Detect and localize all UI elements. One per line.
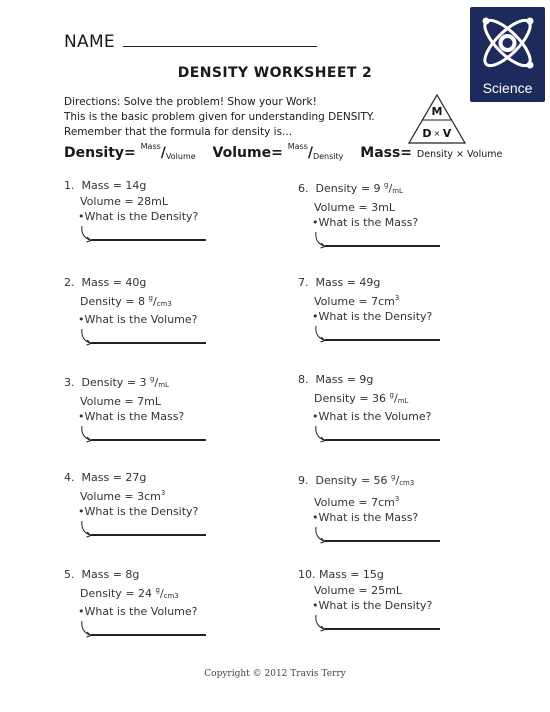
problem-value: Mass = 9g: [315, 373, 374, 386]
bullet: •: [78, 505, 85, 518]
problem-value: Mass = 14g: [81, 179, 147, 192]
volume-formula-label: Volume=: [212, 145, 283, 161]
density-formula-denominator: Volume: [165, 152, 196, 161]
problem-7: [298, 275, 508, 341]
unit-superscript: 3: [394, 494, 400, 503]
bullet: •: [312, 410, 319, 423]
problem-line2: [298, 200, 508, 216]
problem-4: [64, 470, 274, 536]
problem-question: [298, 215, 508, 231]
problem-line2: [64, 394, 274, 410]
problem-number: 1.: [64, 179, 75, 192]
problem-question: [64, 409, 274, 425]
unit-slash: /: [159, 586, 164, 600]
problem-value: Volume = 7cm: [314, 495, 395, 509]
problem-value: Density = 24: [80, 586, 156, 600]
problem-value: Volume = 25mL: [314, 583, 402, 597]
problem-value: Mass = 40g: [81, 276, 147, 289]
problem-line2: [298, 492, 508, 511]
problem-number: 2.: [64, 276, 75, 289]
problem-value: Density = 8: [80, 294, 149, 308]
triangle-volume: V: [442, 127, 452, 140]
problem-question: [298, 510, 508, 526]
unit-superscript: g: [391, 473, 396, 481]
problem-question: [64, 209, 274, 225]
problem-value: Density = 9: [315, 182, 385, 195]
problem-number: 8.: [298, 373, 309, 386]
unit-subscript: cm3: [399, 479, 415, 487]
name-row: [64, 32, 317, 52]
problem-line2: [298, 583, 508, 599]
bullet: •: [312, 511, 319, 524]
unit-slash: /: [152, 294, 157, 308]
problem-1: [64, 178, 274, 241]
answer-line[interactable]: [325, 339, 440, 341]
problem-5: [64, 567, 274, 636]
problem-question: [64, 504, 274, 520]
answer-line[interactable]: [325, 439, 440, 441]
unit-slash: /: [395, 474, 400, 487]
unit-superscript: g: [389, 390, 394, 399]
problem-number: 10.: [298, 568, 316, 581]
problem-number: 9.: [298, 474, 309, 487]
unit-superscript: 3: [394, 293, 400, 302]
problem-value: Mass = 27g: [81, 471, 147, 484]
bullet: •: [312, 216, 319, 229]
problem-8: [298, 372, 508, 441]
problem-question: [298, 409, 508, 425]
answer-line[interactable]: [91, 439, 206, 441]
unit-superscript: g: [150, 375, 155, 383]
problem-question: [64, 604, 274, 620]
problem-question: [64, 312, 274, 328]
problem-value: Density = 3: [81, 376, 151, 389]
problem-line1: [298, 178, 508, 200]
problem-value: Density = 56: [315, 474, 392, 487]
density-formula-slash: /: [160, 145, 166, 161]
problem-number: 5.: [64, 568, 75, 581]
triangle-times: ×: [433, 129, 441, 138]
problem-line2: [64, 291, 274, 313]
problem-value: Volume = 28mL: [80, 194, 168, 208]
unit-superscript: 3: [160, 488, 166, 497]
problem-question: [298, 309, 508, 325]
problem-line1: [298, 567, 508, 583]
mass-formula-label: Mass=: [360, 145, 413, 161]
problem-line1: [298, 470, 508, 492]
density-formula-label: Density=: [64, 145, 136, 161]
problem-value: Volume = 3mL: [314, 200, 395, 214]
question-text: What is the Mass?: [318, 216, 419, 229]
problem-value: Mass = 15g: [319, 568, 384, 581]
bullet: •: [78, 605, 85, 618]
question-text: What is the Volume?: [84, 313, 198, 326]
science-atom-logo-icon: [470, 7, 545, 102]
question-text: What is the Density?: [318, 310, 433, 323]
problem-number: 3.: [64, 376, 75, 389]
name-blank-line[interactable]: [123, 32, 317, 47]
problem-10: [298, 567, 508, 630]
answer-line[interactable]: [91, 634, 206, 636]
problem-line1: [64, 372, 274, 394]
problem-line1: [64, 275, 274, 291]
unit-slash: /: [154, 376, 159, 389]
bullet: •: [78, 313, 85, 326]
problem-number: 6.: [298, 182, 309, 195]
density-triangle-icon: [407, 93, 467, 145]
problem-line2: [298, 291, 508, 310]
answer-line[interactable]: [91, 342, 206, 344]
answer-line[interactable]: [325, 628, 440, 630]
unit-subscript: mL: [158, 381, 169, 389]
density-formula: [64, 142, 196, 161]
unit-superscript: g: [148, 293, 153, 302]
problem-value: Volume = 7cm: [314, 294, 395, 308]
unit-slash: /: [388, 182, 393, 195]
problem-line2: [64, 583, 274, 605]
logo-label: Science: [482, 80, 533, 96]
problem-9: [298, 470, 508, 542]
problem-number: 7.: [298, 276, 309, 289]
triangle-density: D: [422, 127, 432, 140]
unit-subscript: mL: [397, 396, 409, 405]
bullet: •: [312, 599, 319, 612]
problem-value: Mass = 49g: [315, 276, 381, 289]
problem-number: 4.: [64, 471, 75, 484]
question-text: What is the Density?: [84, 210, 199, 223]
question-text: What is the Volume?: [318, 410, 432, 423]
problem-line2: [298, 388, 508, 410]
mass-formula-expression: Density × Volume: [416, 149, 503, 160]
question-text: What is the Density?: [318, 599, 433, 612]
problem-value: Density = 36: [314, 391, 390, 405]
density-formula-numerator: Mass: [140, 142, 161, 151]
unit-superscript: g: [155, 585, 160, 594]
volume-formula: [212, 142, 344, 161]
bullet: •: [78, 410, 85, 423]
worksheet-title: DENSITY WORKSHEET 2: [177, 65, 373, 81]
volume-formula-denominator: Density: [312, 152, 344, 161]
volume-formula-numerator: Mass: [287, 142, 308, 151]
unit-slash: /: [393, 391, 398, 405]
question-text: What is the Mass?: [84, 410, 185, 423]
problem-value: Mass = 8g: [81, 568, 140, 581]
directions-line-1: Directions: Solve the problem! Show your Work!: [64, 96, 317, 108]
unit-subscript: mL: [392, 187, 403, 195]
directions-block: [64, 95, 375, 140]
directions-line-2: This is the basic problem given for understanding DENSITY.: [64, 111, 375, 123]
answer-line[interactable]: [325, 245, 440, 247]
unit-subscript: cm3: [163, 591, 179, 600]
question-text: What is the Density?: [84, 505, 199, 518]
bullet: •: [78, 210, 85, 223]
answer-line[interactable]: [325, 540, 440, 542]
problem-line1: [298, 275, 508, 291]
problem-line2: [64, 486, 274, 505]
name-label: NAME: [64, 32, 115, 52]
answer-line[interactable]: [91, 534, 206, 536]
problem-value: Volume = 3cm: [80, 489, 161, 503]
bullet: •: [312, 310, 319, 323]
unit-superscript: g: [384, 181, 389, 189]
problem-3: [64, 372, 274, 441]
problem-6: [298, 178, 508, 247]
problem-line1: [64, 470, 274, 486]
problem-line1: [64, 567, 274, 583]
problem-question: [298, 598, 508, 614]
volume-formula-slash: /: [307, 145, 313, 161]
mass-formula: [360, 145, 502, 161]
problem-line1: [298, 372, 508, 388]
problem-line1: [64, 178, 274, 194]
question-text: What is the Volume?: [84, 605, 198, 618]
formula-row: [64, 142, 502, 161]
copyright: Copyright © 2012 Travis Terry: [204, 669, 346, 679]
triangle-mass: M: [431, 105, 443, 118]
answer-line[interactable]: [91, 239, 206, 241]
problem-line2: [64, 194, 274, 210]
unit-subscript: cm3: [156, 299, 172, 308]
problem-2: [64, 275, 274, 344]
directions-line-3: Remember that the formula for density is...: [64, 126, 293, 138]
question-text: What is the Mass?: [318, 511, 419, 524]
problem-value: Volume = 7mL: [80, 394, 161, 408]
